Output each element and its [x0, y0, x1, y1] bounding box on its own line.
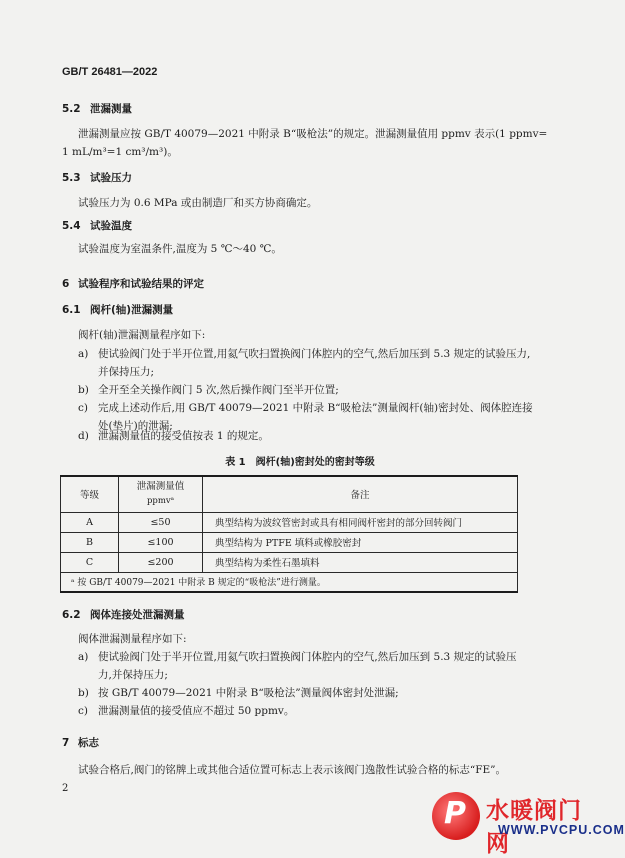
logo-mark-icon: P [432, 792, 480, 840]
list-item: a) 使试验阀门处于半开位置,用氦气吹扫置换阀门体腔内的空气,然后加压到 5.3 规定的试验压力, [78, 348, 531, 360]
section-number: 6 [62, 278, 70, 290]
section-title: 阀体连接处泄漏测量 [90, 609, 185, 621]
section-title: 阀杆(轴)泄漏测量 [90, 304, 174, 316]
section-7-heading [62, 735, 99, 750]
cell-grade: B [61, 532, 119, 552]
logo-url: WWW.PVCPU.COM [498, 823, 625, 837]
section-6-1-heading [62, 302, 173, 317]
standard-code: GB/T 26481—2022 [62, 66, 158, 78]
table-footnote-row [61, 572, 518, 592]
paragraph: 泄漏测量应按 GB/T 40079—2021 中附录 B“吸枪法”的规定。泄漏测量值用 ppmv 表示(1 ppmv= [78, 128, 548, 140]
list-item: d) 泄漏测量值的接受值按表 1 的规定。 [78, 430, 269, 442]
section-5-4-heading [62, 218, 132, 233]
section-6-heading [62, 276, 204, 291]
table-row [61, 512, 518, 532]
table-footnote: ᵃ 按 GB/T 40079—2021 中附录 B 规定的“吸枪法”进行测量。 [61, 572, 518, 592]
list-item-continued: 处(垫片)的泄漏; [98, 420, 173, 432]
list-item-continued: 力,并保持压力; [98, 669, 168, 681]
paragraph: 试验压力为 0.6 MPa 或由制造厂和买方协商确定。 [78, 197, 318, 209]
section-5-2-heading [62, 101, 132, 116]
cell-value: ≤200 [119, 552, 203, 572]
list-item: a) 使试验阀门处于半开位置,用氦气吹扫置换阀门体腔内的空气,然后加压到 5.3 规定的试验压 [78, 651, 517, 663]
section-5-3-heading [62, 170, 132, 185]
header-grade: 等级 [61, 476, 119, 512]
seal-grade-table [60, 475, 518, 593]
paragraph: 试验合格后,阀门的铭牌上或其他合适位置可标志上表示该阀门逸散性试验合格的标志“FE”。 [78, 764, 507, 776]
logo-name: 水暖阀门网 [486, 798, 582, 857]
cell-value: ≤100 [119, 532, 203, 552]
table-row [61, 552, 518, 572]
paragraph: 试验温度为室温条件,温度为 5 ℃～40 ℃。 [78, 243, 282, 255]
section-number: 6.2 [62, 609, 81, 621]
section-number: 5.2 [62, 103, 81, 115]
cell-remark: 典型结构为波纹管密封或具有相同阀杆密封的部分回转阀门 [203, 512, 518, 532]
table-header-row [61, 476, 518, 512]
section-6-2-heading [62, 607, 185, 622]
cell-value: ≤50 [119, 512, 203, 532]
list-item: c) 完成上述动作后,用 GB/T 40079—2021 中附录 B“吸枪法”测量阀杆(轴)密封处、阀体腔连接 [78, 402, 533, 414]
section-number: 7 [62, 737, 70, 749]
section-number: 5.4 [62, 220, 81, 232]
list-item: b) 按 GB/T 40079—2021 中附录 B“吸枪法”测量阀体密封处泄漏; [78, 687, 399, 699]
section-number: 6.1 [62, 304, 81, 316]
list-item-continued: 并保持压力; [98, 366, 155, 378]
list-item: b) 全开至全关操作阀门 5 次,然后操作阀门至半开位置; [78, 384, 339, 396]
watermark-logo [428, 790, 625, 857]
paragraph-continued: 1 mL/m³=1 cm³/m³)。 [62, 146, 178, 158]
section-title: 试验程序和试验结果的评定 [78, 278, 204, 290]
cell-grade: A [61, 512, 119, 532]
table-caption: 表 1 阀杆(轴)密封处的密封等级 [225, 457, 375, 468]
table-row [61, 532, 518, 552]
header-remark: 备注 [203, 476, 518, 512]
section-title: 试验压力 [90, 172, 132, 184]
header-value: 泄漏测量值 ppmvᵃ [119, 476, 203, 512]
list-item: c) 泄漏测量值的接受值应不超过 50 ppmv。 [78, 705, 295, 717]
procedure-intro: 阀杆(轴)泄漏测量程序如下: [78, 329, 206, 341]
section-title: 泄漏测量 [90, 103, 132, 115]
page-number: 2 [62, 783, 69, 794]
section-number: 5.3 [62, 172, 81, 184]
cell-grade: C [61, 552, 119, 572]
procedure-intro: 阀体泄漏测量程序如下: [78, 633, 187, 645]
section-title: 试验温度 [90, 220, 132, 232]
cell-remark: 典型结构为柔性石墨填料 [203, 552, 518, 572]
section-title: 标志 [78, 737, 99, 749]
cell-remark: 典型结构为 PTFE 填料或橡胶密封 [203, 532, 518, 552]
